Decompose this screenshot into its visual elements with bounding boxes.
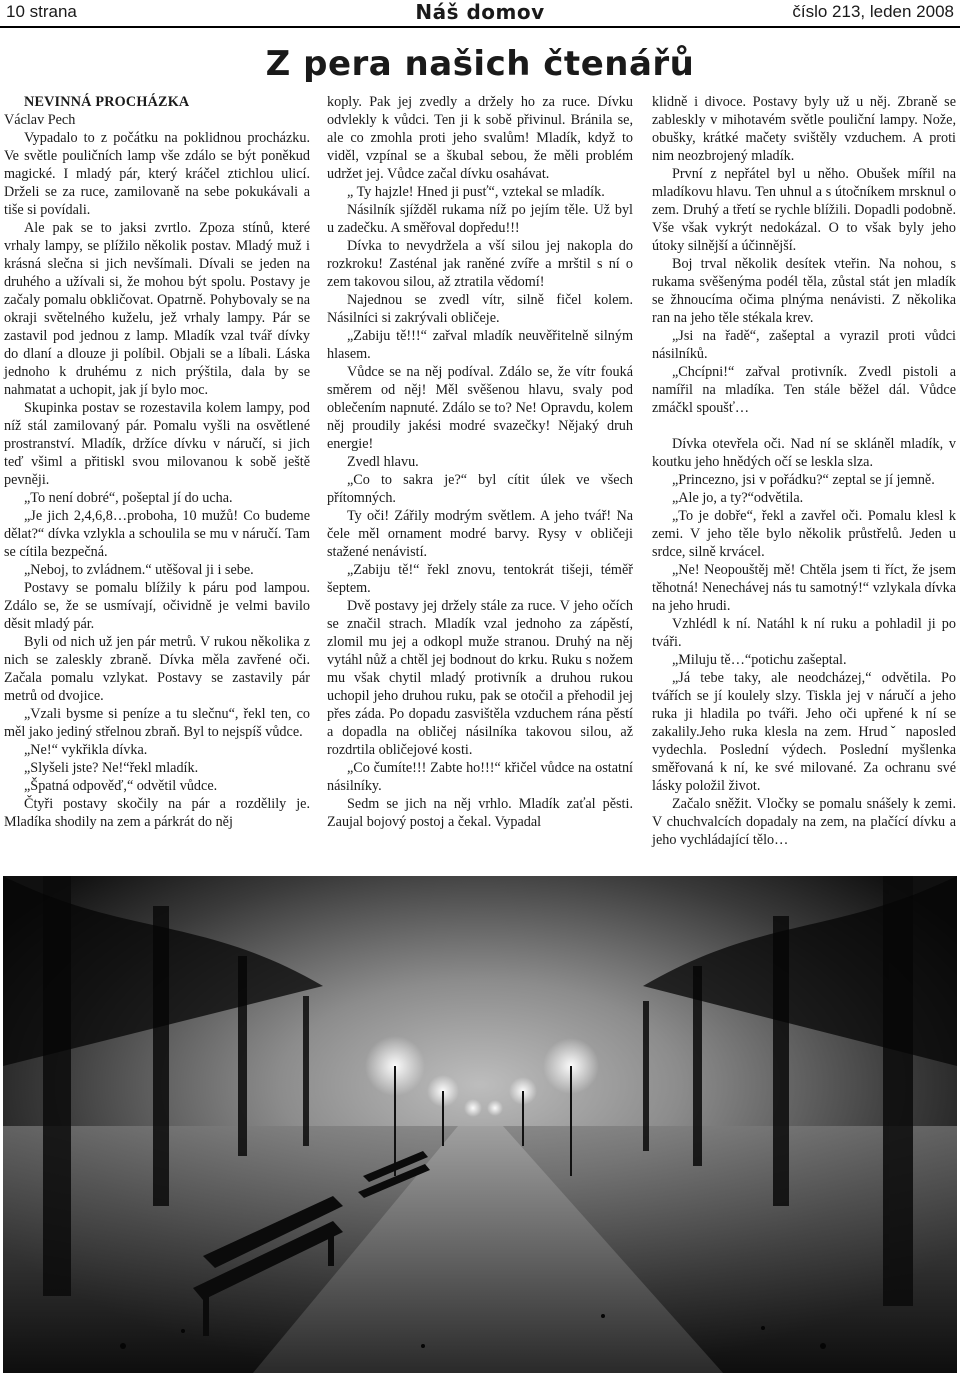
story-author: Václav Pech xyxy=(4,112,76,128)
paragraph: Skupinka postav se rozestavila kolem lampy, pod níž stál zamilovaný pár. Pomalu vyšli na osvětlené prostranství. Mladík, držíce dívku v náručí, si jich teď všiml a přitiskl svou milovanou k sobě ještě pevněji. xyxy=(4,400,310,488)
paragraph: klidně i divoce. Postavy byly už u něj. Zbraně se zableskly v mihotavém světle pouliční lampy. Nože, obušky, krátké mačety svištěly vzduchem. A proti nim neozbrojený mladík. xyxy=(652,94,956,164)
section-title: Z pera našich čtenářů xyxy=(265,44,695,84)
paragraph: „Slyšeli jste? Ne!“řekl mladík. xyxy=(24,760,199,776)
paragraph: Postavy se pomalu blížily k páru pod lampou. Zdálo se, že se usmívají, očividně je velmi bavilo děsit mladý pár. xyxy=(4,580,310,632)
publication-title: Náš domov xyxy=(415,0,545,24)
paragraph: Násilník sjížděl rukama níž po jejím těle. Už byl u zadečku. A směřoval dopředu!!! xyxy=(327,202,633,236)
paragraph: Boj trval několik desítek vteřin. Na nohou, s rukama svěšenýma podél těla, zůstal stát jen mladík se žhnoucíma očima plnýma nenávisti. Z několika ran na jeho těle stékala krev. xyxy=(652,256,956,326)
paragraph: „Neboj, to zvládnem.“ utěšoval ji i sebe. xyxy=(24,562,254,578)
paragraph: Sedm se jich na něj vrhlo. Mladík zaťal pěsti. Zaujal bojový postoj a čekal. Vypadal xyxy=(327,796,633,830)
paragraph: Ty oči! Zářily modrým světlem. A jeho tvář! Na čele měl ornament modré barvy. Rysy v obličeji stažené nenávistí. xyxy=(327,508,633,560)
paragraph: Dívka otevřela oči. Nad ní se skláněl mladík, v koutku jeho hnědých očí se leskla slza. xyxy=(652,436,956,470)
paragraph: „Chcípni!“ zařval protivník. Zvedl pistoli a namířil na mladíka. Ten stále běžel dál. Vůdce zmáčkl spoušť… xyxy=(652,364,956,416)
header-rule xyxy=(0,26,960,28)
paragraph: Dvě postavy jej držely stále za ruce. V jeho očích se značil strach. Mladík vzal jednoho za zápěstí, zlomil mu jej a odkopl muže stranou. Druhý na něj vytáhl nůž a chtěl jej bodnout do krku. Ruku s nožem mu však chytil mladý protivník a druhou rukou uchopil jeho druhou ruku, pak se otočil a přehodil jej přes záda. Po dopadu zasvištěla vzduchem rána pěstí a dopadla na obličej násilníka takovou silou, až rozdrtila obličejové kosti. xyxy=(327,598,633,758)
paragraph: „To není dobré“, pošeptal jí do ucha. xyxy=(24,490,233,506)
paragraph: Byli od nich už jen pár metrů. V rukou několika z nich se zaleskly zbraně. Dívka měla zavřené oči. Začala pomalu vzlykat. Postavy se zastavily pár metrů od dvojice. xyxy=(4,634,310,704)
paragraph: Čtyři postavy skočily na pár a rozdělily je. Mladíka shodily na zem a párkrát do něj xyxy=(4,796,310,830)
paragraph: koply. Pak jej zvedly a držely ho za ruce. Dívku odvlekly k vůdci. Ten ji k sobě přivinul. Bránila se, ale co zmohla proti jeho svalům! Mladík, když to viděl, vzpínal se a škubal sebou, že měli problém udržet jej. Vůdce začal dívku osahávat. xyxy=(327,94,633,182)
paragraph: „Ale jo, a ty?“odvětila. xyxy=(672,490,804,506)
paragraph: Dívka to nevydržela a vší silou jej nakopla do rozkroku! Zasténal jak raněné zvíře a mrštil s ní o zem takovou silou, až ztratila vědomí! xyxy=(327,238,633,290)
paragraph: „ Ty hajzle! Hned ji pusť“, vztekal se mladík. xyxy=(347,184,605,200)
paragraph: „Miluju tě…“potichu zašeptal. xyxy=(672,652,847,668)
page-number: 10 strana xyxy=(6,2,77,21)
foggy-park-illustration xyxy=(3,876,957,1373)
paragraph: Vůdce se na něj podíval. Zdálo se, že vítr fouká směrem od něj! Měl svěšenou hlavu, svaly pod oblečením napnuté. Zdálo se to? Ne! Opravdu, kolem něj proudily jakési modré svazečky! Nějaký druh energie! xyxy=(327,364,633,452)
paragraph: „Co to sakra je?“ byl cítit úlek ve všech přítomných. xyxy=(327,472,633,506)
paragraph: „Je jich 2,4,6,8…proboha, 10 mužů! Co budeme dělat?“ dívka vzlykla a schoulila se mu v náručí. Tam se cítila bezpečná. xyxy=(4,508,310,560)
foggy-park-photo xyxy=(3,876,957,1373)
paragraph: „Co čumíte!!! Zabte ho!!!“ křičel vůdce na ostatní násilníky. xyxy=(327,760,633,794)
paragraph: „Princezno, jsi v pořádku?“ zeptal se jí jemně. xyxy=(672,472,935,488)
paragraph: „Ne!“ vykřikla dívka. xyxy=(24,742,148,758)
paragraph: „Zabiju tě!!!“ zařval mladík neuvěřitelně silným hlasem. xyxy=(327,328,633,362)
paragraph: Ale pak se to jaksi zvrtlo. Zpoza stínů, které vrhaly lampy, se plížilo několik postav. Mladý muž i krásná slečna si jich nevšímali. Dívali se jeden na druhého a užívali si, že mohou být spolu. Postavy je začaly pomalu obkličovat. Opatrně. Pohybovaly se na okraji světelného kuželu, jež vrhaly lampy. Pár se zastavil pod jednou z lamp. Mladík vzal tvář dívky do dlaní a dlouze ji políbil. Objali se a líbali. Láska jednoho k druhému z nich prýštila, dala by se nahmatat a uchopit, jak jí bylo moc. xyxy=(4,220,310,398)
story-title: NEVINNÁ PROCHÁZKA xyxy=(24,94,190,110)
paragraph: „To je dobře“, řekl a zavřel oči. Pomalu klesl k zemi. V jeho těle bylo několik průstřelů. Jeden u srdce, silně krvácel. xyxy=(652,508,956,560)
paragraph: „Špatná odpověď,“ odvětil vůdce. xyxy=(24,778,218,794)
paragraph: Vypadalo to z počátku na poklidnou procházku. Ve světle pouličních lamp vše zdálo se být poněkud magické. I mladý pár, který kráčel ztichlou ulicí. Drželi se za ruce, zamilovaně na sebe pokukávali a tiše si povídali. xyxy=(4,130,310,218)
page-header xyxy=(0,0,960,26)
article-column-1 xyxy=(4,93,310,831)
paragraph: První z nepřátel byl u něho. Obušek mířil na mladíkovu hlavu. Ten uhnul a s útočníkem mrsknul o zem. Druhý a třetí se rychle blížili. Dopadli podobně. Vše však vykrýt nedokázal. O to však byly jeho útoky silnější a účinnější. xyxy=(652,166,956,254)
paragraph: Začalo sněžit. Vločky se pomalu snášely k zemi. V chuchvalcích dopadaly na zem, na plačící dívku a jeho vychládající tělo… xyxy=(652,796,956,848)
paragraph: „Ne! Neopouštěj mě! Chtěla jsem ti říct, že jsem těhotná! Nenechávej nás tu samotný!“ vzlykala dívka na jeho hrudi. xyxy=(652,562,956,614)
paragraph: „Zabiju tě!“ řekl znovu, tentokrát tišeji, téměř šeptem. xyxy=(327,562,633,596)
issue-info: číslo 213, leden 2008 xyxy=(792,2,954,21)
paragraph: „Jsi na řadě“, zašeptal a vyrazil proti vůdci násilníků. xyxy=(652,328,956,362)
article-column-2 xyxy=(327,93,633,831)
paragraph: Najednou se zvedl vítr, silně fičel kolem. Násilníci si zakrývali obličeje. xyxy=(327,292,633,326)
paragraph: „Vzali bysme si peníze a tu slečnu“, řekl ten, co měl jako jediný střelnou zbraň. Byl to nejspíš vůdce. xyxy=(4,706,310,740)
paragraph: „Já tebe taky, ale neodcházej,“ odvětila. Po tvářích se jí koulely slzy. Tiskla jej v náručí a jeho ruka ji hladila po tváři. Jeho oči upřené k ní se zakalily.Jeho ruka klesla na zem. Hrudˇ naposled vydechla. Poslední výdech. Poslední myšlenka směřovaná k ní, ke své milované. Za ochranu své lásky položil život. xyxy=(652,670,956,794)
paragraph: Zvedl hlavu. xyxy=(347,454,419,470)
article-column-3 xyxy=(652,93,956,849)
paragraph: Vzhlédl k ní. Natáhl k ní ruku a pohladil ji po tváři. xyxy=(652,616,956,650)
